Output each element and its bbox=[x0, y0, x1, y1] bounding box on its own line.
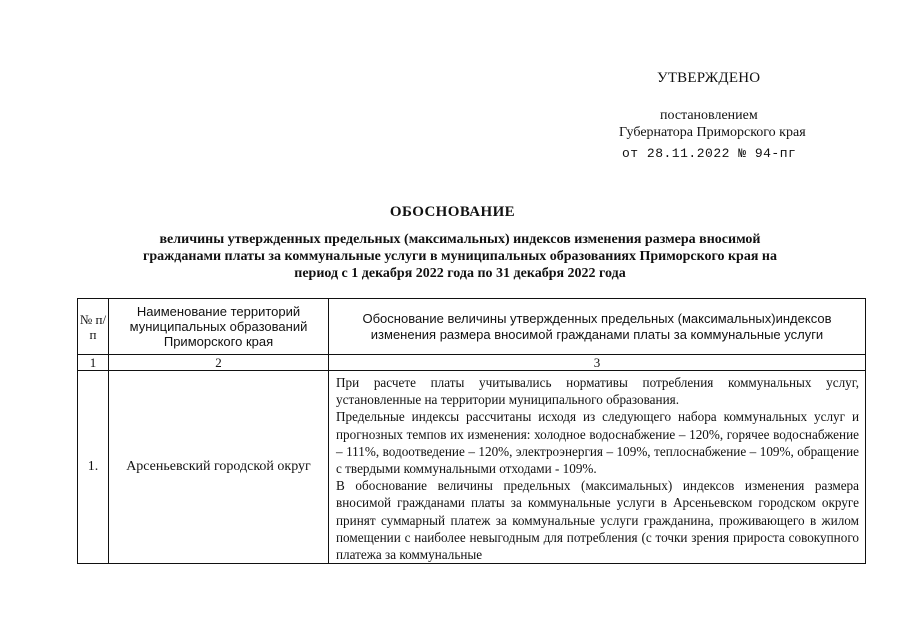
header-justification: Обоснование величины утвержденных предельных (максимальных)индексов изменения размера вносимой гражданами платы за коммунальные услуги bbox=[329, 299, 866, 355]
row-justification-text bbox=[329, 371, 866, 564]
document-subtitle: величины утвержденных предельных (максимальных) индексов изменения размера вносимой гражданами платы за коммунальные услуги в муниципальных образованиях Приморского края на период с 1 декабря 2022 года по 31 декабря 2022 года bbox=[143, 232, 777, 281]
table-index-row bbox=[78, 355, 866, 371]
row-number: 1. bbox=[78, 371, 109, 564]
header-territory-name: Наименование территорий муниципальных образований Приморского края bbox=[109, 299, 329, 355]
approval-line-decree: постановлением bbox=[660, 108, 758, 123]
index-cell-3: 3 bbox=[329, 355, 866, 371]
table-header-row bbox=[78, 299, 866, 355]
approval-title: УТВЕРЖДЕНО bbox=[657, 70, 761, 86]
approval-block bbox=[0, 0, 905, 170]
header-number: № п/п bbox=[78, 299, 109, 355]
justification-paragraph: При расчете платы учитывались нормативы потребления коммунальных услуг, установленные на территории муниципального образования. bbox=[336, 375, 859, 408]
justification-table bbox=[77, 298, 866, 564]
index-cell-1: 1 bbox=[78, 355, 109, 371]
justification-paragraph: Предельные индексы рассчитаны исходя из следующего набора коммунальных услуг и прогнозных темпов их изменения: холодное водоснабжение – 120%, горячее водоснабжение – 111%, водоотведение – 120%, электроэнергия – 109%, теплоснабжение – 109%, обращение с твердыми коммунальными отходами - 109%. bbox=[336, 409, 859, 477]
justification-paragraph: В обоснование величины предельных (максимальных) индексов изменения размера вносимой гражданами платы за коммунальные услуги в Арсеньевском городском округе принят суммарный платеж за коммунальные услуги гражданина, проживающего в жилом помещении с наиболее невыгодным для потребления (с точки зрения прироста совокупного платежа за коммунальные bbox=[336, 478, 859, 563]
row-territory-name: Арсеньевский городской округ bbox=[109, 371, 329, 564]
table-row bbox=[78, 371, 866, 564]
approval-line-date: от 28.11.2022 № 94-пг bbox=[622, 146, 797, 161]
index-cell-2: 2 bbox=[109, 355, 329, 371]
approval-line-governor: Губернатора Приморского края bbox=[619, 125, 806, 140]
document-title: ОБОСНОВАНИЕ bbox=[389, 204, 516, 220]
